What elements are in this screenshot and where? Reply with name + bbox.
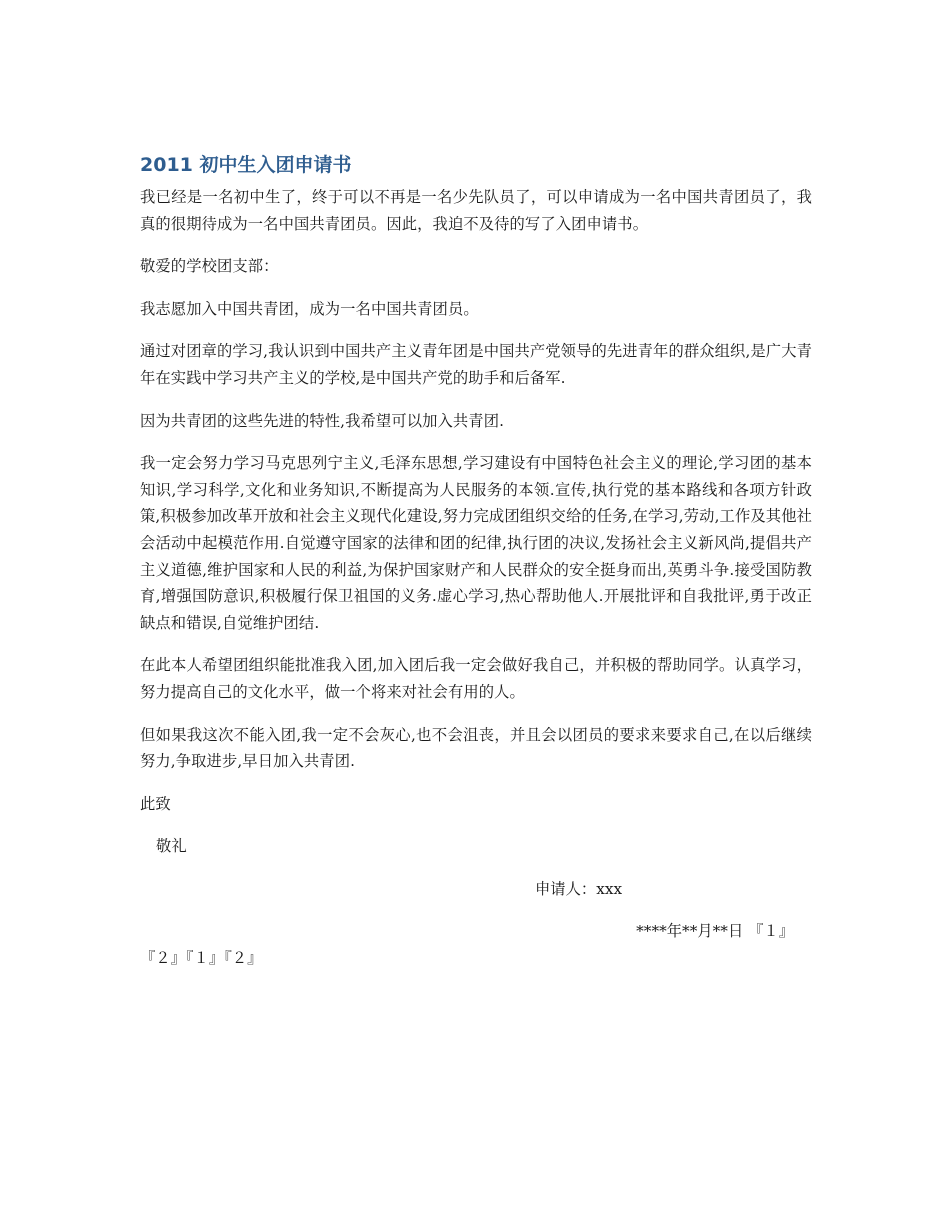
footnote-references: 『２』『１』『２』 [140,949,263,968]
body-paragraph-4: 我一定会努力学习马克思列宁主义,毛泽东思想,学习建设有中国特色社会主义的理论,学习团的基本知识,学习科学,文化和业务知识,不断提高为人民服务的本领.宣传,执行党的基本路线和各项方针政策,积极参加改革开放和社会主义现代化建设,努力完成团组织交给的任务,在学习,劳动,工作及其他社会活动中起模范作用.自觉遵守国家的法律和团的纪律,执行团的决议,发扬社会主义新风尚,提倡共产主义道德,维护国家和人民的利益,为保护国家财产和人民群众的安全挺身而出,英勇斗争.接受国防教育,增强国防意识,积极履行保卫祖国的义务.虚心学习,热心帮助他人.开展批评和自我批评,勇于改正缺点和错误,自觉维护团结. [140,454,812,632]
body-paragraph-3: 因为共青团的这些先进的特性,我希望可以加入共青团. [140,411,505,430]
signature-line: 申请人：xxx [535,879,623,898]
closing-regards: 敬礼 [156,837,187,856]
document-page [140,150,812,972]
body-paragraph-1: 我志愿加入中国共青团，成为一名中国共青团员。 [140,299,479,318]
body-paragraph-6: 但如果我这次不能入团,我一定不会灰心,也不会沮丧，并且会以团员的要求来要求自己,在以后继续努力,争取进步,早日加入共青团. [140,725,812,771]
intro-paragraph: 我已经是一名初中生了，终于可以不再是一名少先队员了，可以申请成为一名中国共青团员了，我真的很期待成为一名中国共青团员。因此，我迫不及待的写了入团申请书。 [140,188,812,233]
body-paragraph-5: 在此本人希望团组织能批准我入团,加入团后我一定会做好我自己，并积极的帮助同学。认真学习，努力提高自己的文化水平，做一个将来对社会有用的人。 [140,656,812,701]
document-title: 2011 初中生入团申请书 [140,154,352,176]
body-paragraph-2: 通过对团章的学习,我认识到中国共产主义青年团是中国共产党领导的先进青年的群众组织,是广大青年在实践中学习共产主义的学校,是中国共产党的助手和后备军. [140,342,812,387]
date-line: ****年**月**日 『１』 [636,922,794,941]
closing-line: 此致 [140,794,171,813]
salutation: 敬爱的学校团支部： [140,257,279,276]
